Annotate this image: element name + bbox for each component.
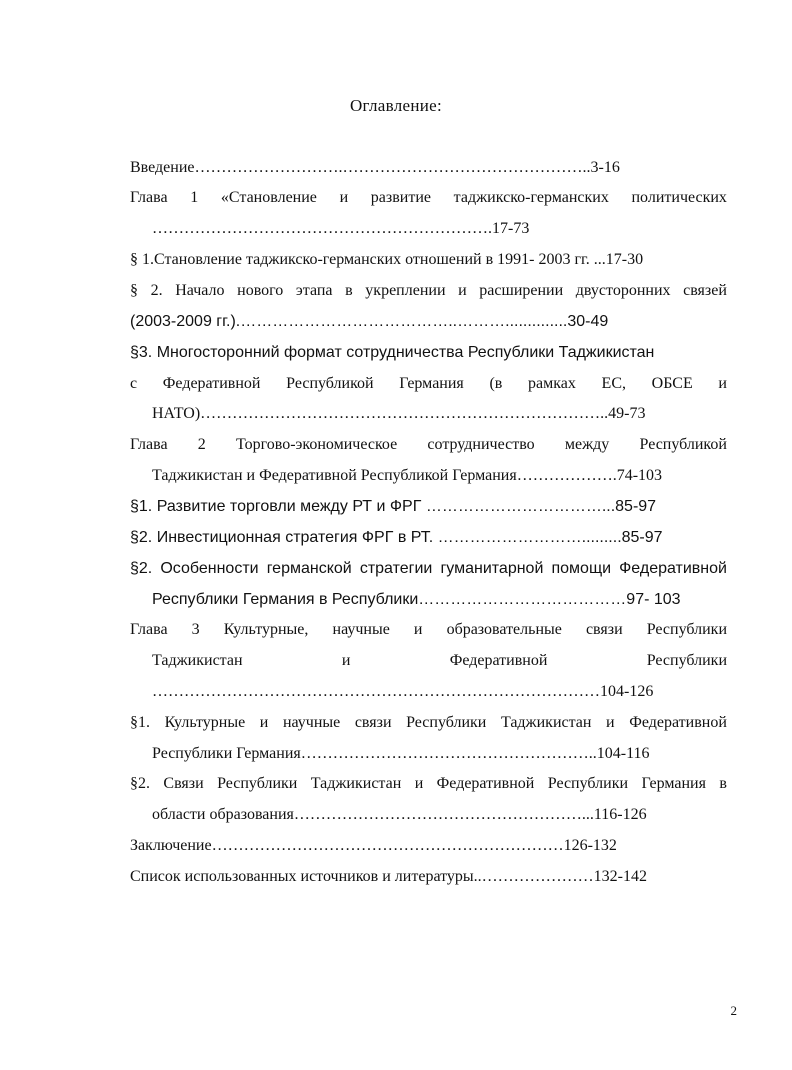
toc-word: научные bbox=[282, 714, 341, 731]
toc-entry-section-2-2: §2. Инвестиционная стратегия ФРГ в РТ. ……………………….........85-97 bbox=[130, 529, 663, 546]
toc-entry-introduction: Введение……………………….………………………………………..3-16 bbox=[130, 159, 620, 176]
toc-word: Республики bbox=[406, 714, 487, 731]
toc-word: Федеративной bbox=[449, 652, 548, 669]
toc-word: связей bbox=[683, 282, 727, 299]
toc-entry-chapter-1-page-range: ……………………………………………………….17-73 bbox=[152, 220, 530, 237]
toc-word: Республики bbox=[646, 621, 727, 638]
toc-entry-section-1-3-cont bbox=[130, 374, 727, 394]
page-title: Оглавление: bbox=[349, 96, 442, 115]
toc-word: этапа bbox=[295, 282, 333, 299]
toc-entry-section-3-2-page-range: области образования………………………………………………...116-126 bbox=[152, 806, 647, 823]
toc-word: Федеративной bbox=[162, 375, 261, 392]
toc-word: Федеративной bbox=[619, 560, 727, 577]
toc-word: §2. bbox=[130, 560, 153, 577]
toc-word: в bbox=[345, 282, 353, 299]
toc-word: в bbox=[719, 775, 727, 792]
toc-entry-chapter-3-cont bbox=[152, 651, 727, 671]
toc-word: Республикой bbox=[639, 436, 727, 453]
toc-word: и bbox=[414, 775, 424, 792]
toc-word: помощи bbox=[551, 560, 612, 577]
toc-word: двусторонних bbox=[575, 282, 671, 299]
toc-word: 2. bbox=[150, 282, 163, 299]
toc-word: гуманитарной bbox=[440, 560, 544, 577]
toc-word: с bbox=[130, 375, 138, 392]
toc-word: (в bbox=[489, 375, 503, 392]
toc-word: укреплении bbox=[365, 282, 446, 299]
toc-word: между bbox=[564, 436, 610, 453]
toc-word: Таджикистан bbox=[500, 714, 592, 731]
toc-word: нового bbox=[237, 282, 284, 299]
toc-word: Республики bbox=[217, 775, 298, 792]
toc-word: и bbox=[606, 714, 615, 731]
toc-word: Начало bbox=[175, 282, 225, 299]
toc-word: Глава bbox=[130, 189, 168, 206]
toc-word: Таджикистан bbox=[152, 652, 243, 669]
toc-entry-section-1-3-page-range: НАТО)…………………………………………………………………..49-73 bbox=[152, 405, 646, 422]
toc-word: связи bbox=[354, 714, 392, 731]
toc-entry-section-1-1: § 1.Становление таджикско-германских отношений в 1991- 2003 гг. ...17-30 bbox=[130, 251, 644, 268]
toc-entry-section-2-1: §1. Развитие торговли между РТ и ФРГ ……………………………...85-97 bbox=[130, 498, 657, 515]
toc-entry-section-3-1 bbox=[130, 713, 727, 733]
toc-word: Германия bbox=[399, 375, 464, 392]
toc-word: расширении bbox=[479, 282, 564, 299]
page-number: 2 bbox=[730, 1003, 737, 1018]
toc-word: развитие bbox=[370, 189, 431, 206]
toc-word: Федеративной bbox=[629, 714, 727, 731]
toc-entry-conclusion: Заключение…………………………………………………………126-132 bbox=[130, 837, 617, 854]
toc-entry-section-1-2-page-range: (2003-2009 гг.).…………………………………..………..............30-49 bbox=[130, 313, 609, 330]
toc-word: таджикско-германских bbox=[453, 189, 609, 206]
toc-word: Культурные bbox=[164, 714, 246, 731]
toc-entry-section-1-3: §3. Многосторонний формат сотрудничества Республики Таджикистан bbox=[130, 344, 655, 361]
toc-entry-chapter-3 bbox=[130, 620, 727, 640]
toc-entry-section-2-3 bbox=[130, 559, 727, 579]
toc-word: Республикой bbox=[286, 375, 374, 392]
toc-word: и bbox=[259, 714, 269, 731]
toc-entry-section-3-2 bbox=[130, 774, 727, 794]
toc-word: Торгово-экономическое bbox=[236, 436, 398, 453]
toc-word: Таджикистан bbox=[310, 775, 402, 792]
toc-word: §2. bbox=[130, 775, 150, 792]
toc-word: 3 bbox=[191, 621, 200, 638]
toc-word: Республики bbox=[547, 775, 629, 792]
toc-word: Особенности bbox=[160, 560, 259, 577]
toc-entry-chapter-1 bbox=[130, 188, 727, 208]
toc-word: и bbox=[718, 375, 727, 392]
toc-word: ОБСЕ bbox=[651, 375, 693, 392]
toc-word: научные bbox=[332, 621, 390, 638]
toc-word: и bbox=[413, 621, 423, 638]
toc-entry-chapter-3-page-range: …………………………………………………………………………104-126 bbox=[152, 683, 654, 700]
toc-word: § bbox=[130, 282, 138, 299]
toc-word: Глава bbox=[130, 621, 168, 638]
toc-word: Германия bbox=[641, 775, 706, 792]
toc-word: стратегии bbox=[359, 560, 433, 577]
toc-word: Связи bbox=[163, 775, 204, 792]
toc-entry-references: Список использованных источников и литературы..…………………132-142 bbox=[130, 868, 647, 885]
toc-word: Федеративной bbox=[436, 775, 535, 792]
toc-entry-section-2-3-page-range: Республики Германия в Республики…………………………………97- 103 bbox=[152, 591, 681, 608]
toc-word: сотрудничество bbox=[427, 436, 535, 453]
toc-entry-chapter-2-page-range: Таджикистан и Федеративной Республикой Германия……………….74-103 bbox=[152, 467, 663, 484]
toc-word: образовательные bbox=[446, 621, 562, 638]
toc-word: и bbox=[458, 282, 467, 299]
toc-word: 2 bbox=[197, 436, 206, 453]
toc-entry-chapter-2 bbox=[130, 435, 727, 455]
toc-word: Культурные, bbox=[223, 621, 309, 638]
toc-word: рамках bbox=[528, 375, 576, 392]
toc-word: и bbox=[339, 189, 349, 206]
toc-word: связи bbox=[585, 621, 623, 638]
toc-word: политических bbox=[631, 189, 727, 206]
toc-word: Республики bbox=[646, 652, 727, 669]
toc-word: Глава bbox=[130, 436, 168, 453]
toc-word: 1 bbox=[190, 189, 199, 206]
toc-word: германской bbox=[266, 560, 352, 577]
toc-entry-section-3-1-page-range: Республики Германия………………………………………………..104-116 bbox=[152, 745, 650, 762]
toc-word: «Становление bbox=[220, 189, 317, 206]
toc-word: ЕС, bbox=[601, 375, 626, 392]
toc-word: и bbox=[341, 652, 351, 669]
toc-entry-section-1-2 bbox=[130, 281, 727, 301]
toc-word: §1. bbox=[130, 714, 150, 731]
